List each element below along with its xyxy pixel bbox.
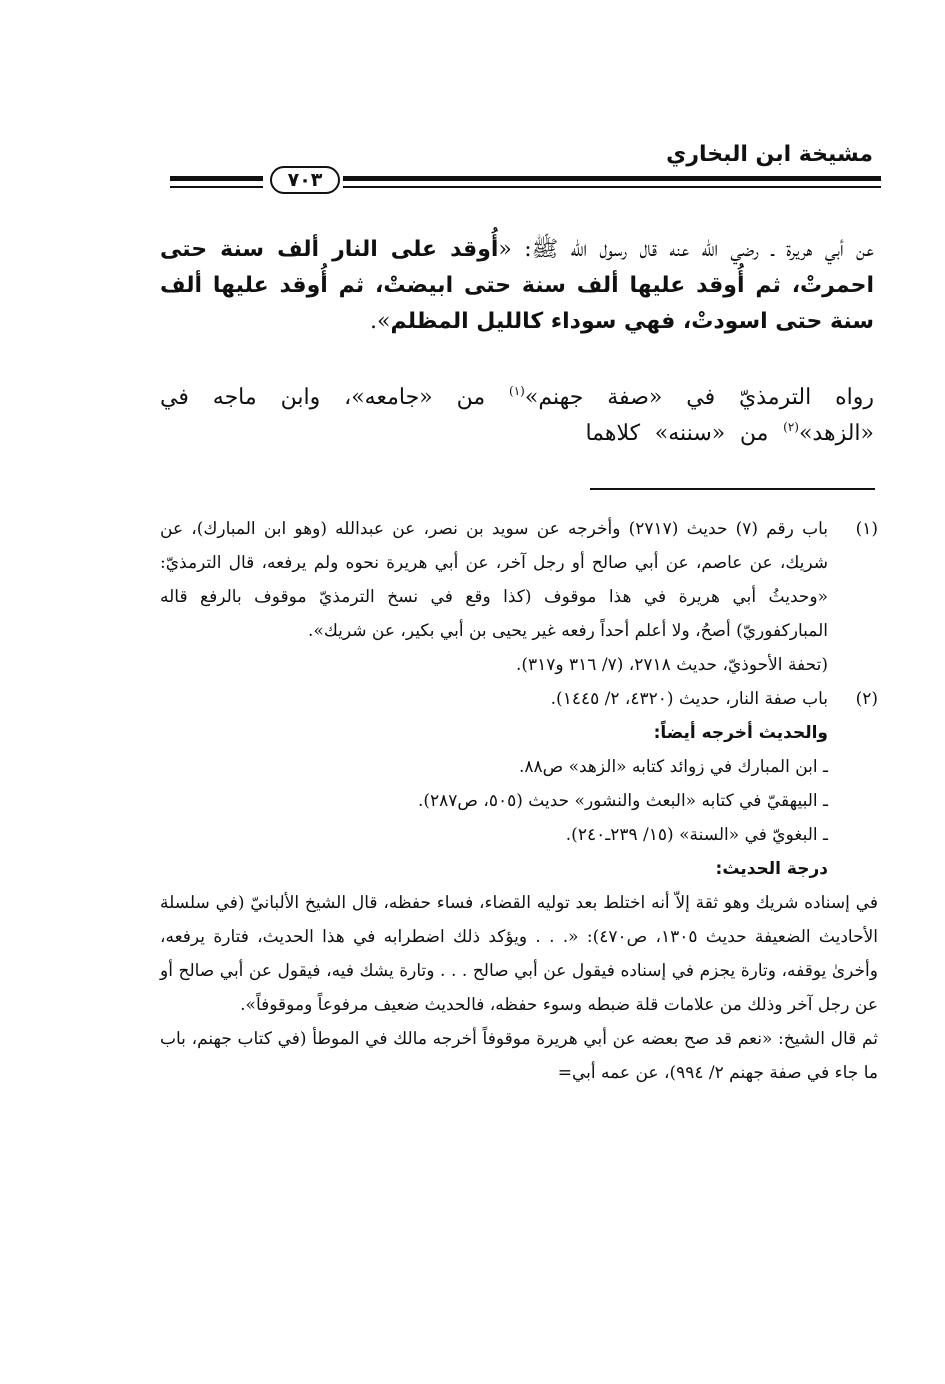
grade-text: في إسناده شريك وهو ثقة إلاّ أنه اختلط بعد توليه القضاء، فساء حفظه، قال الشيخ الألبانيّ (في سلسلة الأحاديث الضعيفة حديث ١٣٠٥، ص٤٧٠): «. . . ويؤكد ذلك اضطرابه في هذا الحديث، فتارة يرفعه، وأخرىٰ يوقفه، وتارة يجزم في إسناده فيقول عن أبي صالح . . . وتارة يشك فيه، فيقول عن أبي صالح أو عن رجل آخر وذلك من علامات قلة ضبطه وسوء حفظه، فالحديث ضعيف مرفوعاً وموقوفاً». [160,893,878,1015]
header-rule [343,176,881,181]
header-rule [343,186,881,188]
footnote-text: باب رقم (٧) حديث (٢٧١٧) وأخرجه عن سويد بن نصر، عن عبدالله (وهو ابن المبارك)، عن شريك، عن عاصم، عن أبي صالح أو رجل آخر، عن أبي هريرة نحوه ولم يرفعه، قال الترمذيّ: «وحديثُ أبي هريرة في هذا موقوف (كذا وقع في نسخ الترمذيّ موقوف بالرفع قاله المباركفوريّ) أصحُ، ولا أعلم أحداً رفعه غير يحيى بن أبي بكير، عن شريك». [160,519,828,641]
footnotes [160,512,878,1090]
narration-part: رواه الترمذيّ في «صفة جهنم» [524,385,874,410]
footnote-text: باب صفة النار، حديث (٤٣٢٠، ٢/ ١٤٤٥). [550,689,828,709]
also-heading: والحديث أخرجه أيضاً: [653,723,828,743]
also-item: ـ البغويّ في «السنة» (١٥/ ٢٣٩ـ٢٤٠). [565,825,828,845]
footnote-2 [160,682,878,886]
footnote-number: (٢) [855,689,878,709]
footnote-1 [160,512,878,682]
hadith-paragraph [160,232,874,340]
narration-paragraph [160,380,874,452]
also-item: ـ ابن المبارك في زوائد كتابه «الزهد» ص٨٨. [518,757,828,777]
sheikh-text: ثم قال الشيخ: «نعم قد صح بعضه عن أبي هريرة موقوفاً أخرجه مالك في الموطأ (في كتاب جهنم، باب ما جاء في صفة جهنم ٢/ ٩٩٤)، عن عمه أبي= [160,1029,878,1083]
header-rule [170,186,263,188]
footnote-ref: (٢) [783,420,799,434]
narration-part: من «جامعه»، وابن ماجه في «الزهد» [160,385,874,446]
hadith-text: أُوقد على النار ألف سنة حتى احمرتْ، ثم أُوقد عليها ألف سنة حتى ابيضتْ، ثم أُوقد عليها ألف سنة حتى اسودتْ، فهي سوداء كالليل المظلم [160,237,874,334]
page-number: ٧٠٣ [270,166,340,194]
narration-part: من «سننه» كلاهما [585,421,784,446]
hadith-close: ». [369,309,391,334]
footnote-separator [590,488,875,490]
hadith-intro: عن أبي هريرة ـ رضي الله عنه قال رسول الله ﷺ: « [498,237,874,262]
footnote-number: (١) [855,519,878,539]
header-rule [170,176,263,181]
grade-heading: درجة الحديث: [715,859,828,879]
running-title: مشيخة ابن البخاري [666,142,873,167]
footnote-reference: (تحفة الأحوذيّ، حديث ٢٧١٨، (٧/ ٣١٦ و٣١٧). [515,655,828,675]
also-item: ـ البيهقيّ في كتابه «البعث والنشور» حديث (٥٠٥، ص٢٨٧). [417,791,828,811]
footnote-ref: (١) [509,384,525,398]
